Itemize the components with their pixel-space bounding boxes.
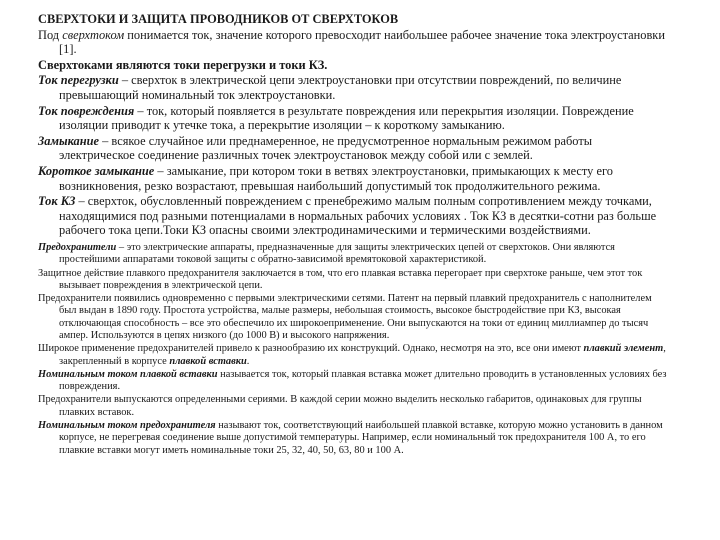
- term-fuse-insert: плавкой вставки: [169, 355, 247, 367]
- term-short-circuit-full: Короткое замыкание: [38, 163, 155, 178]
- term-kz-current: Ток КЗ: [38, 194, 76, 209]
- term-overcurrent: сверхтоком: [62, 27, 125, 42]
- document-page: [38, 12, 670, 457]
- term-short-circuit: Замыкание: [38, 133, 100, 148]
- document-title: СВЕРХТОКИ И ЗАЩИТА ПРОВОДНИКОВ ОТ СВЕРХТОКОВ: [38, 12, 399, 26]
- term-damage-current: Ток повреждения: [38, 103, 135, 118]
- overcurrents-definition: Сверхтоками являются токи перегрузки и токи КЗ.: [38, 57, 328, 72]
- wide-use-paragraph: Широкое применение предохранителей привело к разнообразию их конструкций. Однако, несмотря на это, все они имеют плавкий элемент, закрепленный в корпусе плавкой вставки.: [38, 343, 666, 367]
- history-paragraph: Предохранители появились одновременно с первыми электрическими сетями. Патент на первый плавкий предохранитель с наполнителем был выдан в 1890 году. Простота устройства, малые размеры, небольшая стоимость, высокое быстродействие при КЗ, высокая отключающая способность – все это обеспечило их широкоеприменение. Они выпускаются на токи от единиц миллиампер до тысяч ампер. Используются в цепях низкого (до 1000 В) и высокого напряжения.: [38, 293, 652, 341]
- overload-paragraph: Ток перегрузки – сверхток в электрической цепи электроустановки при отсутствии повреждений, по величине превышающий номинальный ток электроустановки.: [38, 73, 622, 102]
- short-circuit-paragraph: Замыкание – всякое случайное или преднамеренное, не предусмотренное нормальным режимом работы электрическое соединение различных точек электроустановок между собой или с землей.: [38, 133, 593, 163]
- rated-fuse-paragraph: Номинальным током предохранителя называют ток, соответствующий наибольшей плавкой вставке, которую можно установить в данном корпусе, не перегревая соединение выше допустимой температуры. Например, если номинальный ток предохранителя 100 А, то его плавкие вставки могут иметь номинальные токи 25, 32, 40, 50, 63, 80 и 100 А.: [38, 420, 663, 456]
- fuses-paragraph: Предохранители – это электрические аппараты, предназначенные для защиты электрических цепей от сверхтоков. Они являются простейшими аппаратами токовой защиты с обратно-зависимой времятоковой характеристикой.: [38, 241, 615, 266]
- term-rated-fuse-current: Номинальным током предохранителя: [38, 420, 216, 432]
- term-fuses: Предохранители: [38, 241, 117, 253]
- series-paragraph: Предохранители выпускаются определенными сериями. В каждой серии можно выделить несколько габаритов, одинаковых для группы плавких вставок.: [38, 394, 642, 418]
- term-overload: Ток перегрузки: [38, 73, 119, 88]
- term-rated-insert-current: Номинальным током плавкой вставки: [38, 368, 218, 380]
- term-fusible-element: плавкий элемент: [583, 343, 664, 355]
- intro-paragraph: Под сверхтоком понимается ток, значение которого превосходит наибольшее рабочее значение тока электроустановки [1].: [38, 27, 665, 57]
- short-circuit-full-paragraph: Короткое замыкание – замыкание, при котором токи в ветвях электроустановки, примыкающих к месту его возникновения, резко возрастают, превышая наибольший допустимый ток продолжительного режима.: [38, 163, 613, 193]
- protective-action-paragraph: Защитное действие плавкого предохранителя заключается в том, что его плавкая вставка перегорает при сверхтоке раньше, чем этот ток вызывает повреждения в электрической цепи.: [38, 267, 643, 291]
- damage-current-paragraph: Ток повреждения – ток, который появляется в результате повреждения или перекрытия изоляции. Повреждение изоляции приводит к утечке тока, а перекрытие изоляции – к короткому замыканию.: [38, 103, 634, 133]
- rated-insert-paragraph: Номинальным током плавкой вставки называется ток, который плавкая вставка может длительно проводить в установленных условиях без повреждения.: [38, 368, 667, 393]
- kz-current-paragraph: Ток КЗ – сверхток, обусловленный повреждением с пренебрежимо малым полным сопротивлением между точками, находящимися под разными потенциалами в нормальных рабочих условиях . Ток КЗ в десятки-сотни раз больше рабочего тока цепи.Токи КЗ опасны своими электродинамическими и термическими воздействиями.: [38, 194, 657, 238]
